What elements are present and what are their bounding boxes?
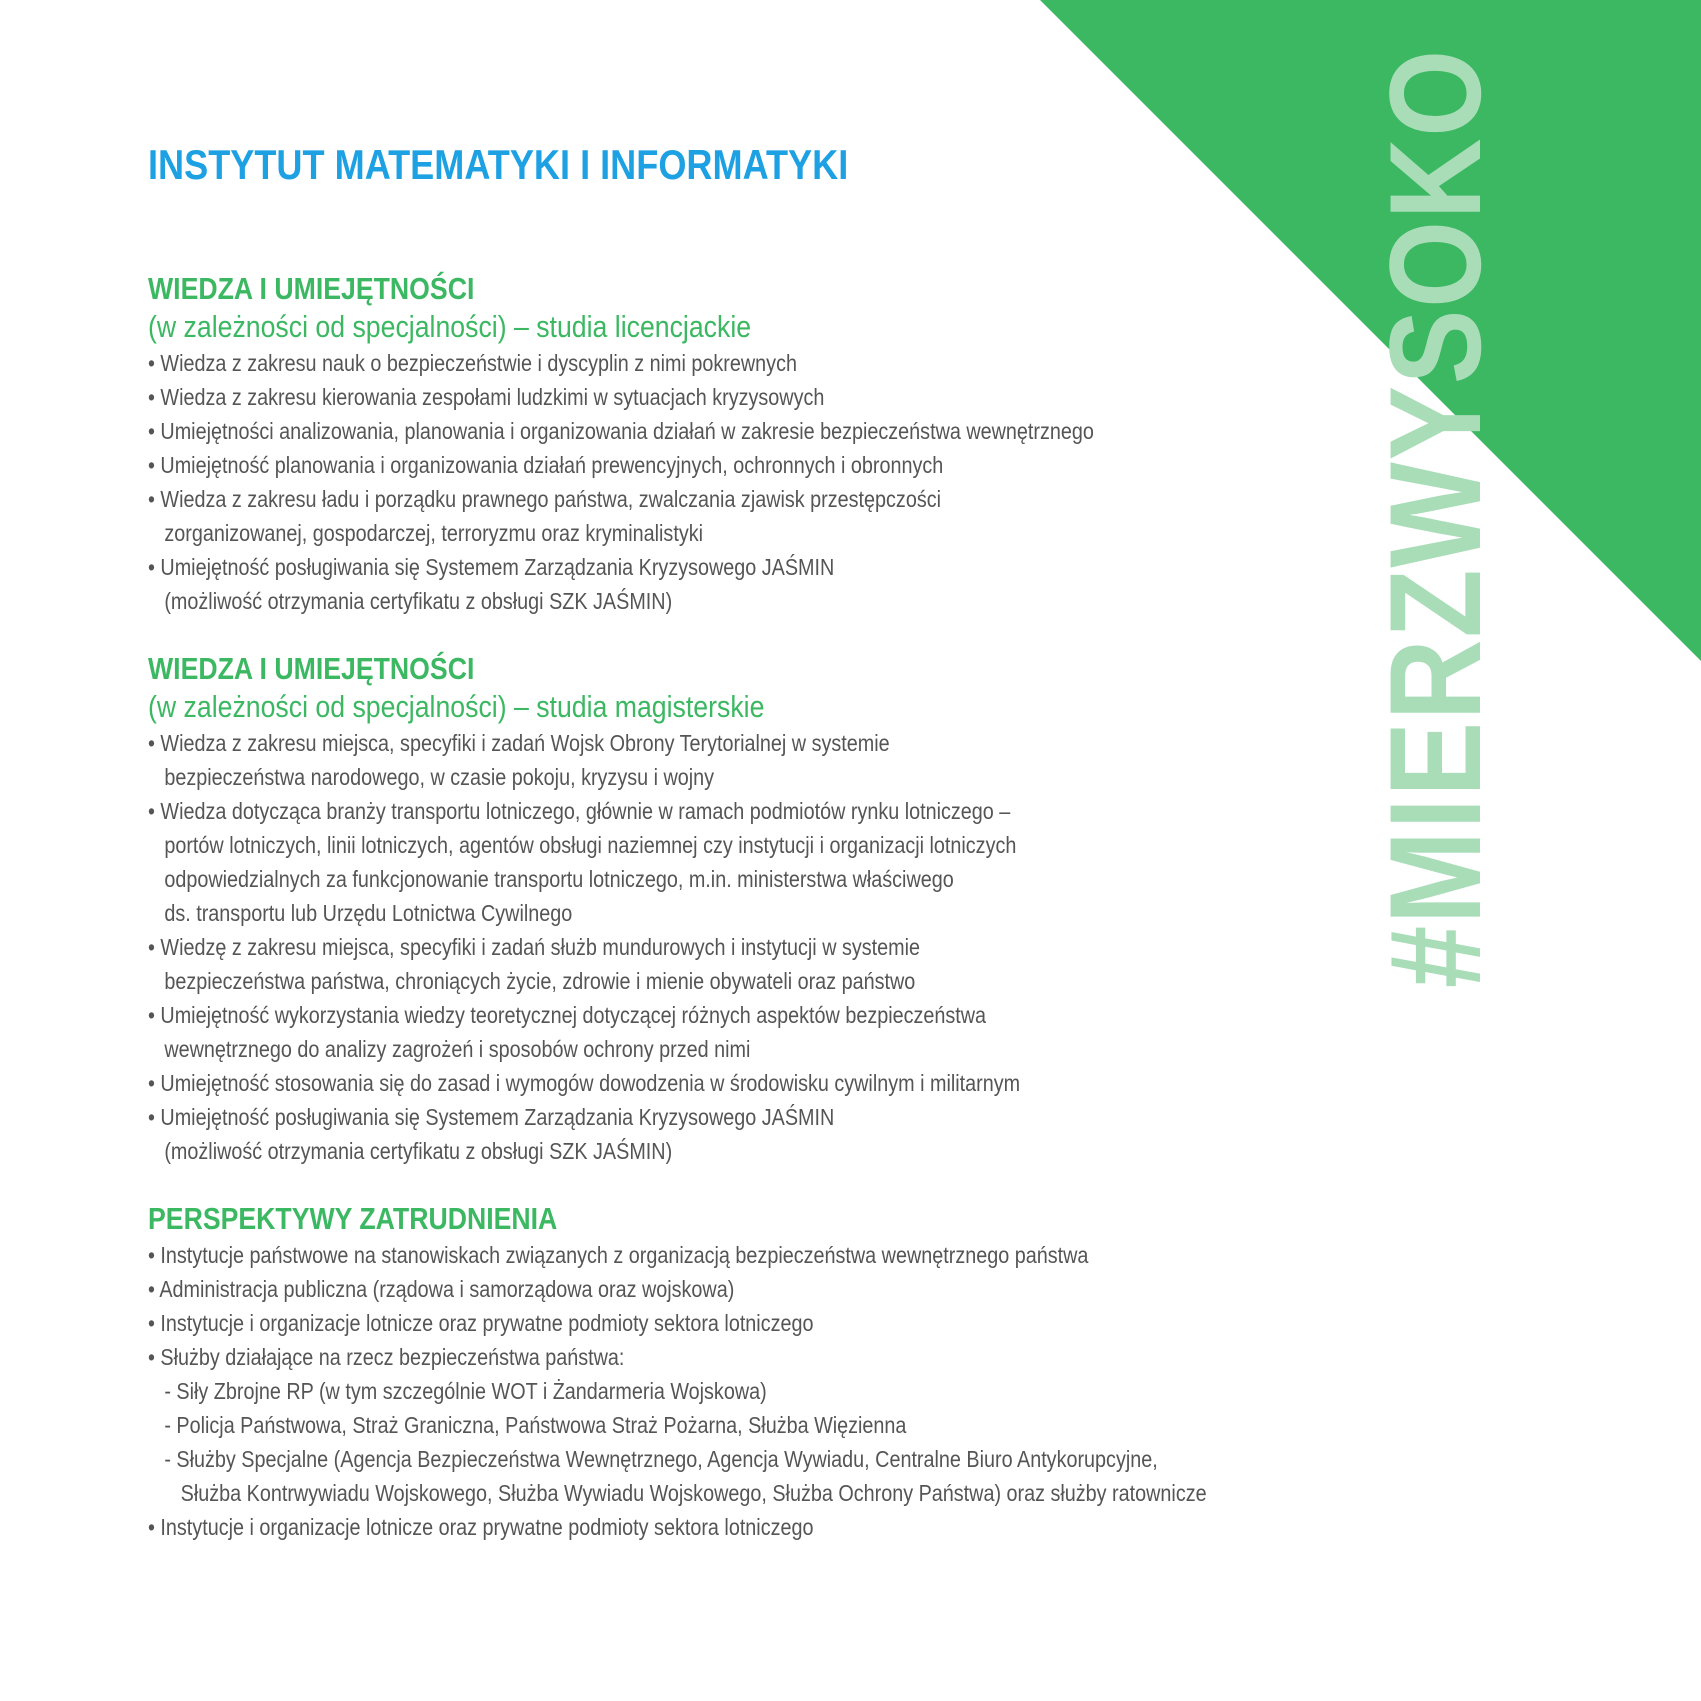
section-heading: WIEDZA I UMIEJĘTNOŚCI	[148, 651, 475, 686]
list-item: • Wiedza z zakresu ładu i porządku prawnego państwa, zwalczania zjawisk przestępczości	[148, 486, 942, 512]
list-item: • Umiejętności analizowania, planowania i organizowania działań w zakresie bezpieczeństwa wewnętrznego	[148, 418, 1094, 444]
section-heading: PERSPEKTYWY ZATRUDNIENIA	[148, 1201, 558, 1236]
section-subheading: (w zależności od specjalności) – studia licencjackie	[148, 309, 752, 344]
list-item: (możliwość otrzymania certyfikatu z obsługi SZK JAŚMIN)	[164, 1138, 673, 1164]
section-master	[148, 650, 1328, 1168]
page-title: INSTYTUT MATEMATYKI I INFORMATYKI	[148, 141, 849, 188]
list-item: • Umiejętność planowania i organizowania działań prewencyjnych, ochronnych i obronnych	[148, 452, 944, 478]
list-item: • Instytucje i organizacje lotnicze oraz prywatne podmioty sektora lotniczego	[148, 1514, 814, 1540]
sub-list-item: - Służby Specjalne (Agencja Bezpieczeństwa Wewnętrznego, Agencja Wywiadu, Centralne Biuro Antykorupcyjne,	[164, 1446, 1158, 1472]
list-item: bezpieczeństwa państwa, chroniących życie, zdrowie i mienie obywateli oraz państwo	[164, 968, 916, 994]
section-bachelor	[148, 270, 1328, 618]
list-item: wewnętrznego do analizy zagrożeń i sposobów ochrony przed nimi	[164, 1036, 751, 1062]
sub-list-item: - Siły Zbrojne RP (w tym szczególnie WOT i Żandarmeria Wojskowa)	[164, 1378, 767, 1404]
list-item: • Umiejętność posługiwania się Systemem Zarządzania Kryzysowego JAŚMIN	[148, 1104, 835, 1130]
section-list	[148, 1238, 1328, 1544]
hashtag-vertical: #MIERZWYSOKO	[1362, 48, 1508, 988]
section-list	[148, 726, 1328, 1168]
list-item: • Wiedza z zakresu kierowania zespołami ludzkimi w sytuacjach kryzysowych	[148, 384, 825, 410]
sub-list-item: Służba Kontrwywiadu Wojskowego, Służba Wywiadu Wojskowego, Służba Ochrony Państwa) oraz służby ratownicze	[180, 1480, 1207, 1506]
list-item: zorganizowanej, gospodarczej, terroryzmu oraz kryminalistyki	[164, 520, 704, 546]
section-list	[148, 346, 1328, 618]
list-item: portów lotniczych, linii lotniczych, agentów obsługi naziemnej czy instytucji i organizacji lotniczych	[164, 832, 1017, 858]
list-item: • Administracja publiczna (rządowa i samorządowa oraz wojskowa)	[148, 1276, 735, 1302]
section-subheading: (w zależności od specjalności) – studia magisterskie	[148, 689, 765, 724]
list-item: • Umiejętność wykorzystania wiedzy teoretycznej dotyczącej różnych aspektów bezpieczeństwa	[148, 1002, 987, 1028]
page-content	[148, 140, 1328, 1544]
list-item: ds. transportu lub Urzędu Lotnictwa Cywilnego	[164, 900, 573, 926]
list-item: • Instytucje i organizacje lotnicze oraz prywatne podmioty sektora lotniczego	[148, 1310, 814, 1336]
section-heading: WIEDZA I UMIEJĘTNOŚCI	[148, 271, 475, 306]
list-item: • Wiedza z zakresu miejsca, specyfiki i zadań Wojsk Obrony Terytorialnej w systemie	[148, 730, 890, 756]
list-item: • Umiejętność posługiwania się Systemem Zarządzania Kryzysowego JAŚMIN	[148, 554, 835, 580]
list-item: • Wiedza z zakresu nauk o bezpieczeństwie i dyscyplin z nimi pokrewnych	[148, 350, 797, 376]
list-item: • Instytucje państwowe na stanowiskach związanych z organizacją bezpieczeństwa wewnętrznego państwa	[148, 1242, 1089, 1268]
list-item: odpowiedzialnych za funkcjonowanie transportu lotniczego, m.in. ministerstwa właściwego	[164, 866, 954, 892]
list-item: (możliwość otrzymania certyfikatu z obsługi SZK JAŚMIN)	[164, 588, 673, 614]
list-item: • Umiejętność stosowania się do zasad i wymogów dowodzenia w środowisku cywilnym i militarnym	[148, 1070, 1021, 1096]
list-item: • Wiedza dotycząca branży transportu lotniczego, głównie w ramach podmiotów rynku lotniczego –	[148, 798, 1011, 824]
list-item: • Służby działające na rzecz bezpieczeństwa państwa:	[148, 1344, 625, 1370]
list-item: bezpieczeństwa narodowego, w czasie pokoju, kryzysu i wojny	[164, 764, 715, 790]
list-item: • Wiedzę z zakresu miejsca, specyfiki i zadań służb mundurowych i instytucji w systemie	[148, 934, 921, 960]
section-employment	[148, 1200, 1328, 1544]
sub-list-item: - Policja Państwowa, Straż Graniczna, Państwowa Straż Pożarna, Służba Więzienna	[164, 1412, 907, 1438]
